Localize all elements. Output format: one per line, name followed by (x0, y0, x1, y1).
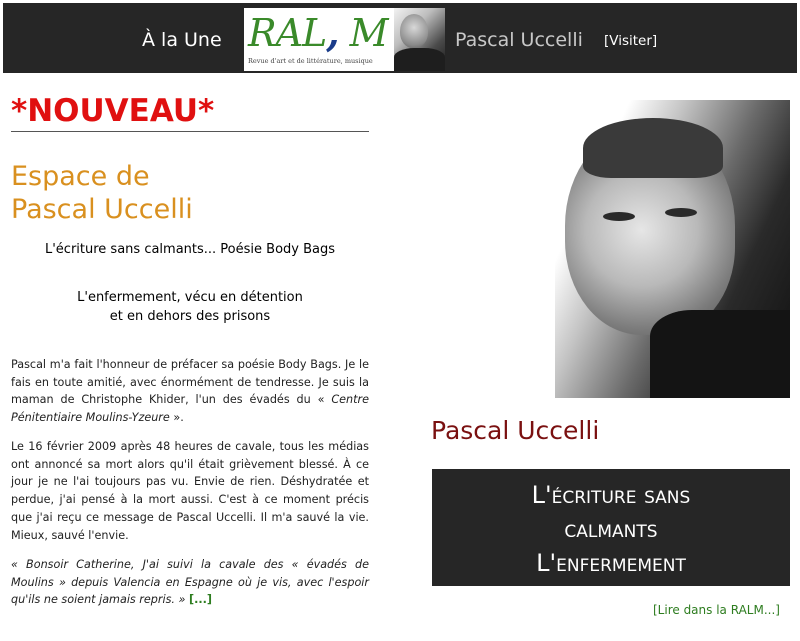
space-title[interactable]: Espace de Pascal Uccelli (11, 161, 193, 225)
logo-portrait (394, 8, 445, 71)
title-box[interactable] (432, 469, 790, 586)
paragraph-story: Le 16 février 2009 après 48 heures de cavale, tous les médias ont annoncé sa mort alors qu'il était grièvement blessé. À ce jour je ne l'ai toujours pas vu. Envie de rien. Déshydratée et perdue, j'ai pensé à la mort aussi. C'est à ce moment précis que j'ai reçu ce message de Pascal Uccelli. Il m'a sauvé la vie. Mieux, sauvé l'envie. (11, 440, 369, 542)
author-name-heading: Pascal Uccelli (431, 416, 600, 445)
logo-title: RAL, M (248, 10, 388, 55)
more-link[interactable]: [...] (189, 593, 212, 607)
a-la-une-label: À la Une (142, 29, 222, 51)
visit-link[interactable]: [Visiter] (604, 33, 658, 49)
paragraph-intro: Pascal m'a fait l'honneur de préfacer sa poésie Body Bags. Je le fais en toute amitié, avec énormément de tendresse. Je suis la maman de Christophe Khider, l'un des évadés du « Centre Pénitentiaire Moulins-Yzeure ». (11, 358, 369, 425)
divider (11, 131, 369, 132)
title-box-line2: calmants (564, 515, 658, 543)
ralm-logo[interactable] (244, 8, 445, 71)
subtitle-enfermement: L'enfermement, vécu en détention et en dehors des prisons (77, 290, 303, 324)
subtitle-body-bags: L'écriture sans calmants... Poésie Body Bags (44, 242, 336, 257)
read-in-ralm-link[interactable]: [Lire dans la RALM...] (653, 603, 780, 617)
top-bar (3, 3, 797, 73)
paragraph-quote: « Bonsoir Catherine, J'ai suivi la cavale des « évadés de Moulins » depuis Valencia en Espagne où je vis, avec l'espoir qu'ils ne soient jamais repris. » [...] (11, 558, 369, 607)
title-box-line3: L'enfermement (536, 549, 686, 577)
logo-subtitle: Revue d'art et de littérature, musique (248, 57, 373, 65)
author-portrait (555, 100, 790, 398)
title-box-line1: L'écriture sans (531, 481, 691, 509)
featured-author-name[interactable]: Pascal Uccelli (455, 29, 583, 51)
new-badge: *NOUVEAU* (11, 93, 215, 129)
